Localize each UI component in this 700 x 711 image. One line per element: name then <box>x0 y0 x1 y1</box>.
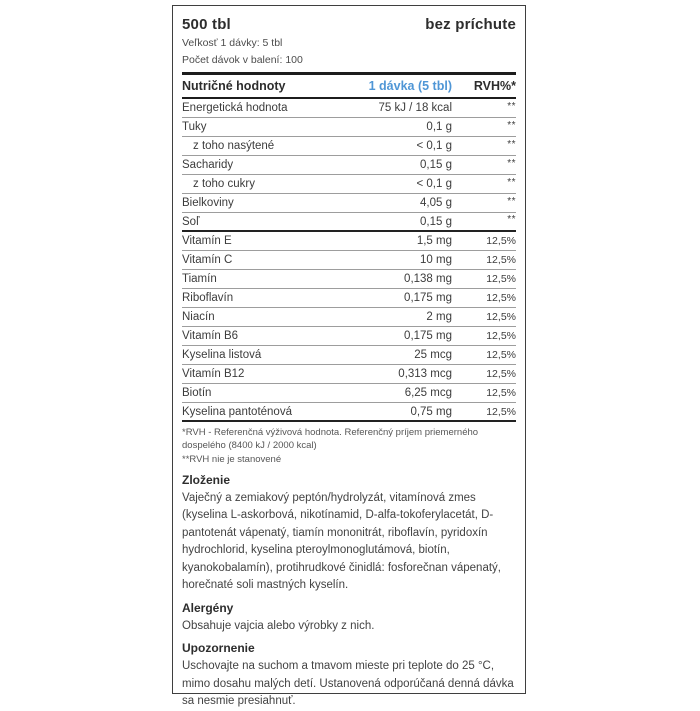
servings-per-pack: Počet dávok v balení: 100 <box>182 54 303 66</box>
section-text: Vaječný a zemiakový peptón/hydrolyzát, vitamínová zmes (kyselina L-askorbová, nikotínamid, D-alfa-tokoferylacetát, D-pantotenát vápenatý, tiamín mononitrát, riboflavín, pyridoxín hydrochlorid, kyselina pteroylmonoglutámová, biotín, kyanokobalamín), protihrudkové činidlá: fosforečnan vápenatý, horečnaté soli mastných kyselín. <box>182 491 501 591</box>
nutrient-rvh: 12,5% <box>486 387 516 399</box>
nutrition-row <box>182 232 516 251</box>
nutrient-rvh: ** <box>507 157 516 169</box>
nutrient-value: 6,25 mcg <box>404 387 452 399</box>
nutrient-name: Vitamín B6 <box>182 330 239 342</box>
nutrient-value: < 0,1 g <box>416 178 452 190</box>
nutrient-name: Vitamín C <box>182 254 233 266</box>
nutrient-value: 0,15 g <box>420 215 452 228</box>
label-section <box>182 641 516 711</box>
nutrient-name: Riboflavín <box>182 292 234 304</box>
nutrition-row <box>182 403 516 422</box>
nutrient-value: 0,1 g <box>426 121 452 133</box>
nutrient-name: Tiamín <box>182 273 217 285</box>
label-header <box>182 16 516 33</box>
nutrient-name: Tuky <box>182 121 207 133</box>
nutrient-value: 0,175 mg <box>404 292 452 304</box>
nutrient-rvh: ** <box>507 195 516 207</box>
nutrient-value: 4,05 g <box>420 197 452 209</box>
nutrient-value: 1,5 mg <box>416 235 452 247</box>
nutrient-rvh: ** <box>507 138 516 150</box>
nutrient-value: 0,175 mg <box>404 330 452 342</box>
nutrient-value: 10 mg <box>420 254 452 266</box>
column-nutrition-values: Nutričné hodnoty <box>182 79 286 93</box>
nutrient-name: Kyselina listová <box>182 349 262 361</box>
nutrient-rvh: 12,5% <box>486 292 516 304</box>
nutrient-name: Biotín <box>182 387 212 399</box>
section-text: Obsahuje vajcia alebo výrobky z nich. <box>182 619 375 632</box>
nutrient-value: 75 kJ / 18 kcal <box>378 102 452 114</box>
nutrient-rvh: 12,5% <box>486 235 516 247</box>
nutrient-rvh: ** <box>507 100 516 112</box>
nutrition-row <box>182 270 516 289</box>
nutrition-table-header <box>182 75 516 99</box>
nutrient-name: Soľ <box>182 215 200 228</box>
tablet-count: 500 tbl <box>182 16 231 33</box>
nutrient-rvh: 12,5% <box>486 349 516 361</box>
nutrient-name: Vitamín E <box>182 235 232 247</box>
nutrition-row <box>182 137 516 156</box>
section-title: Upozornenie <box>182 641 255 655</box>
column-rvh: RVH%* <box>473 79 516 93</box>
nutrient-rvh: ** <box>507 176 516 188</box>
nutrition-row <box>182 308 516 327</box>
nutrition-row <box>182 384 516 403</box>
footnote-rvh-not-set: **RVH nie je stanovené <box>182 454 282 465</box>
footnote-rvh-definition: *RVH - Referenčná výživová hodnota. Referenčný príjem priemerného dospelého (8400 kJ / 2000 kcal) <box>182 427 479 451</box>
nutrition-row <box>182 99 516 118</box>
label-section <box>182 473 516 595</box>
label-section <box>182 601 516 636</box>
nutrient-rvh: ** <box>507 214 516 225</box>
nutrient-value: 25 mcg <box>414 349 452 361</box>
nutrition-row <box>182 289 516 308</box>
nutrition-row <box>182 156 516 175</box>
nutrition-row <box>182 346 516 365</box>
nutrient-value: 2 mg <box>426 311 452 323</box>
nutrient-rvh: ** <box>507 119 516 131</box>
nutrition-row <box>182 213 516 232</box>
nutrition-row <box>182 175 516 194</box>
nutrition-row <box>182 251 516 270</box>
nutrient-rvh: 12,5% <box>486 254 516 266</box>
nutrient-name: Bielkoviny <box>182 197 234 209</box>
nutrient-value: 0,313 mcg <box>398 368 452 380</box>
nutrient-name: Vitamín B12 <box>182 368 245 380</box>
nutrient-name: Kyselina pantoténová <box>182 405 292 418</box>
nutrient-value: 0,138 mg <box>404 273 452 285</box>
serving-size: Veľkosť 1 dávky: 5 tbl <box>182 37 283 49</box>
nutrient-rvh: 12,5% <box>486 311 516 323</box>
flavor-name: bez príchute <box>425 16 516 33</box>
nutrient-name: Energetická hodnota <box>182 102 288 114</box>
nutrient-value: < 0,1 g <box>416 140 452 152</box>
section-title: Zloženie <box>182 472 231 487</box>
column-serving: 1 dávka (5 tbl) <box>368 79 452 93</box>
nutrient-value: 0,75 mg <box>410 405 452 418</box>
nutrient-rvh: 12,5% <box>486 405 516 418</box>
nutrient-rvh: 12,5% <box>486 368 516 380</box>
nutrient-rvh: 12,5% <box>486 330 516 342</box>
footnotes <box>182 427 516 467</box>
nutrient-name: Niacín <box>182 311 215 323</box>
nutrient-name: z toho cukry <box>193 178 255 190</box>
text-sections <box>182 473 516 711</box>
section-title: Alergény <box>182 600 234 615</box>
nutrition-row <box>182 327 516 346</box>
nutrient-name: Sacharidy <box>182 159 234 171</box>
nutrient-name: z toho nasýtené <box>193 140 275 152</box>
nutrient-value: 0,15 g <box>420 159 452 171</box>
nutrient-rvh: 12,5% <box>486 273 516 285</box>
nutrition-row <box>182 365 516 384</box>
nutrition-row <box>182 194 516 213</box>
nutrition-row <box>182 118 516 137</box>
nutrition-table-body <box>182 99 516 422</box>
section-text: Uschovajte na suchom a tmavom mieste pri teplote do 25 °C, mimo dosahu malých detí. Ustanovená odporúčaná denná dávka sa nesmie presiahnuť. <box>182 660 514 707</box>
nutrition-label <box>172 5 526 707</box>
